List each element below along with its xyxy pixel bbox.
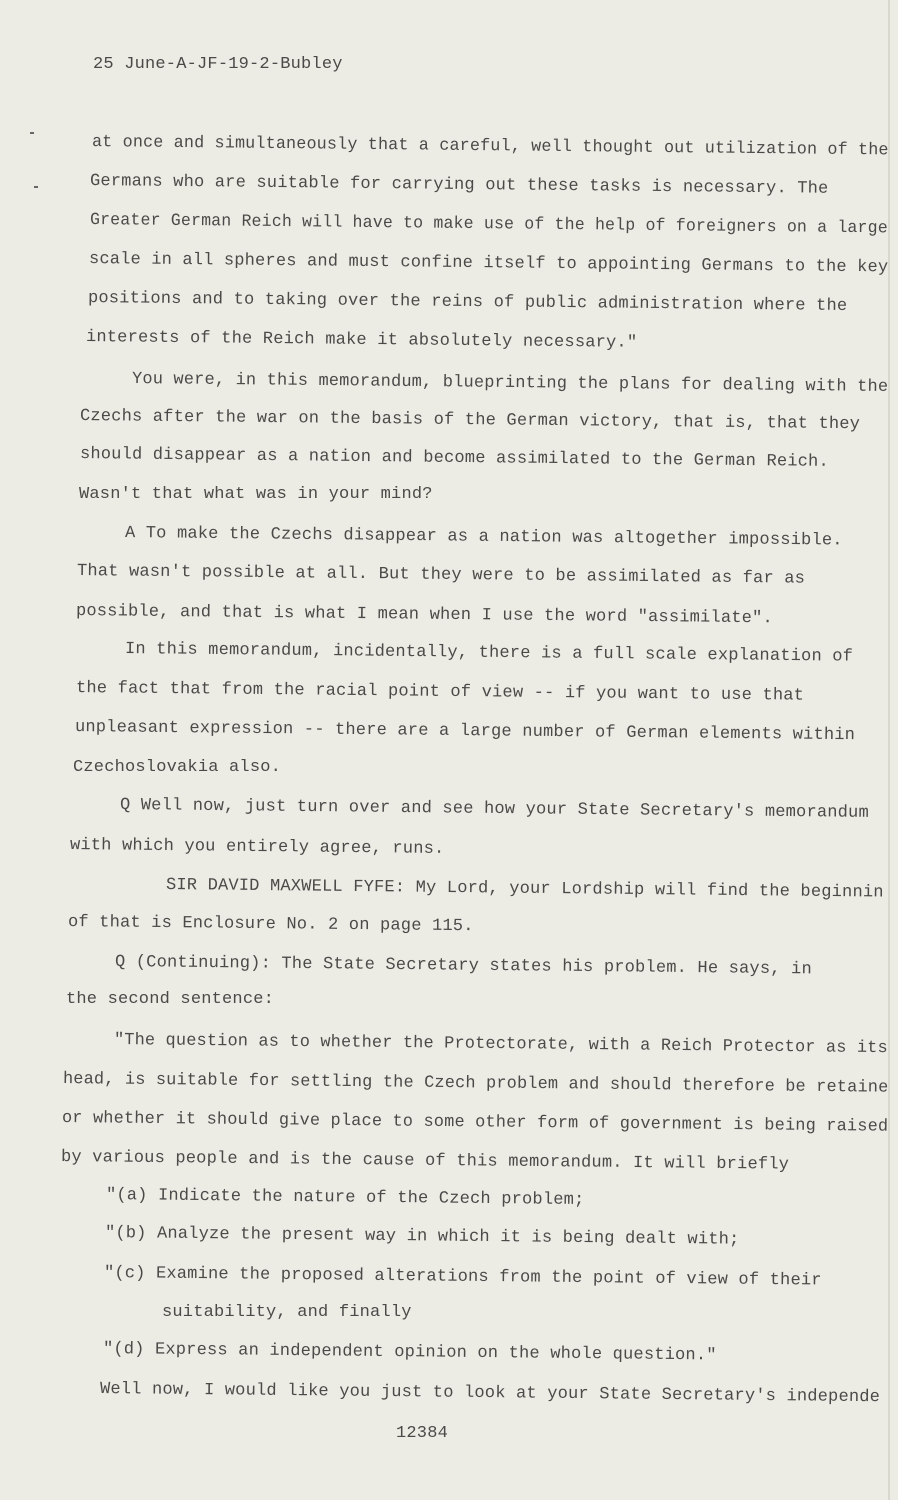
text-line: by various people and is the cause of this memorandum. It will briefly xyxy=(60,1148,790,1175)
page-header: 25 June-A-JF-19-2-Bubley xyxy=(93,55,343,74)
text-line: the fact that from the racial point of view -- if you want to use that xyxy=(75,679,805,706)
text-line: Czechs after the war on the basis of the German victory, that is, that they xyxy=(79,407,861,435)
text-line: scale in all spheres and must confine itself to appointing Germans to the key xyxy=(88,250,889,278)
text-line: "The question as to whether the Protectorate, with a Reich Protector as its xyxy=(113,1031,888,1059)
text-line: Q Well now, just turn over and see how your State Secretary's memorandum xyxy=(119,796,869,823)
list-item-continuation: suitability, and finally xyxy=(162,1303,412,1322)
page-edge xyxy=(888,0,890,1500)
text-line: possible, and that is what I mean when I use the word "assimilate". xyxy=(75,602,773,629)
text-line: Czechoslovakia also. xyxy=(73,758,282,777)
text-line: You were, in this memorandum, blueprinting the plans for dealing with the xyxy=(131,370,889,397)
text-line: SIR DAVID MAXWELL FYFE: My Lord, your Lordship will find the beginnin xyxy=(165,876,884,903)
text-line: unpleasant expression -- there are a large number of German elements within xyxy=(74,718,856,746)
text-line: the second sentence: xyxy=(66,990,275,1009)
text-line: Well now, I would like you just to look at your State Secretary's independe xyxy=(99,1380,881,1408)
list-item: "(c) Examine the proposed alterations from the point of view of their xyxy=(103,1264,822,1291)
margin-mark xyxy=(34,186,38,188)
text-line: of that is Enclosure No. 2 on page 115. xyxy=(67,913,474,937)
text-line: Wasn't that what was in your mind? xyxy=(79,485,433,504)
text-line: Germans who are suitable for carrying out these tasks is necessary. The xyxy=(89,172,829,199)
list-item: "(a) Indicate the nature of the Czech problem; xyxy=(105,1186,585,1211)
text-line: Q (Continuing): The State Secretary states his problem. He says, in xyxy=(114,953,812,980)
margin-mark xyxy=(30,132,34,134)
text-line: at once and simultaneously that a careful, well thought out utilization of the xyxy=(91,133,889,161)
list-item: "(d) Express an independent opinion on the whole question." xyxy=(102,1340,717,1366)
text-line: interests of the Reich make it absolutely necessary." xyxy=(85,328,638,353)
text-line: or whether it should give place to some other form of government is being raised xyxy=(61,1109,889,1137)
text-line: A To make the Czechs disappear as a nation was altogether impossible. xyxy=(124,524,843,551)
text-line: Greater German Reich will have to make use of the help of foreigners on a large xyxy=(89,211,888,239)
text-line: with which you entirely agree, runs. xyxy=(69,836,445,859)
text-line: should disappear as a nation and become assimilated to the German Reich. xyxy=(79,445,829,472)
text-line: That wasn't possible at all. But they were to be assimilated as far as xyxy=(76,562,806,589)
list-item: "(b) Analyze the present way in which it is being dealt with; xyxy=(104,1224,740,1250)
text-line: In this memorandum, incidentally, there is a full scale explanation of xyxy=(124,640,854,667)
text-line: head, is suitable for settling the Czech problem and should therefore be retaine xyxy=(62,1070,889,1098)
text-line: positions and to taking over the reins of public administration where the xyxy=(87,289,848,316)
page-number: 12384 xyxy=(396,1424,449,1443)
